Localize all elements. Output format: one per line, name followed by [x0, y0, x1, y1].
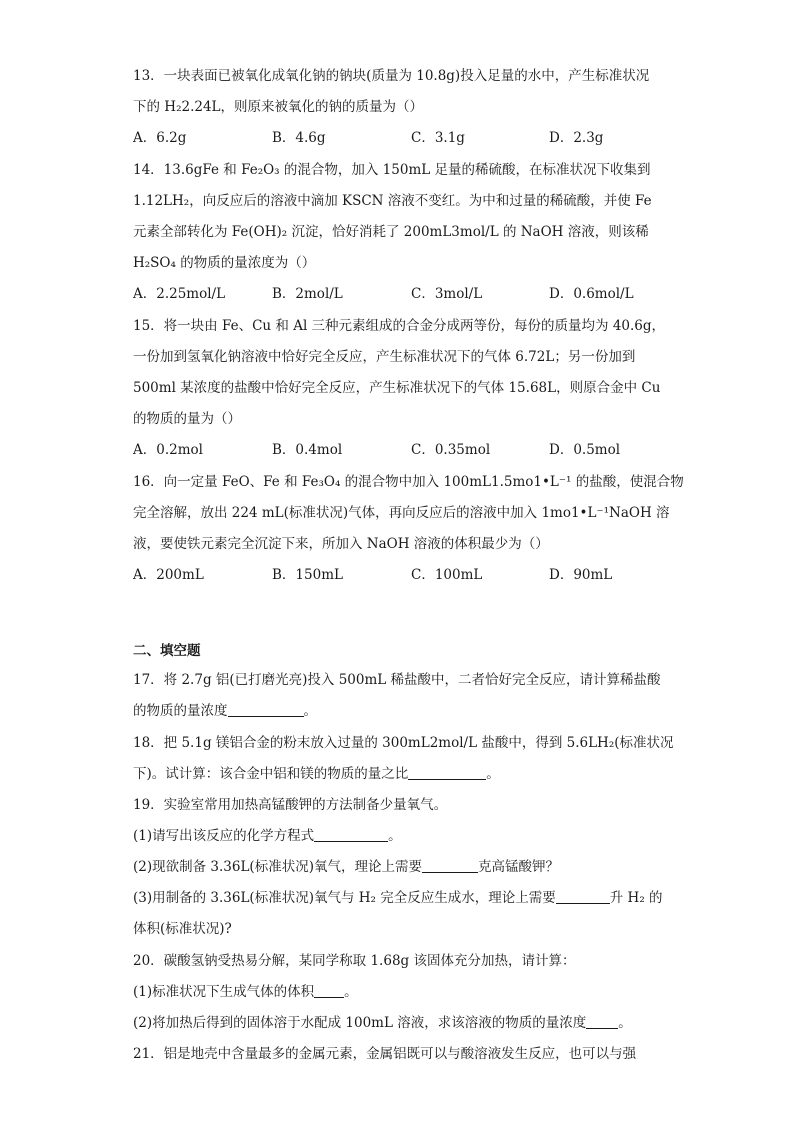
q14-option-a[interactable]: A．2.25mol/L [133, 286, 226, 302]
q20-text-line1: 20．碳酸氢钠受热易分解，某同学称取 1.68g 该固体充分加热，请计算： [133, 953, 576, 969]
q15-option-a[interactable]: A．0.2mol [133, 442, 203, 458]
q19-part3-line2: 体积(标准状况)? [133, 921, 232, 937]
q14-text-line1: 14．13.6gFe 和 Fe₂O₃ 的混合物，加入 150mL 足量的稀硫酸，在标准状况下收集到 [133, 162, 651, 178]
q17-text-line1: 17．将 2.7g 铝(已打磨光亮)投入 500mL 稀盐酸中，二者恰好完全反应，请计算稀盐酸 [133, 672, 661, 688]
q21-text-line1: 21．铝是地壳中含量最多的金属元素，金属铝既可以与酸溶液发生反应，也可以与强 [133, 1046, 637, 1062]
q19-part2-suffix: 克高锰酸钾？ [477, 859, 559, 875]
q18-text-line2 [133, 764, 500, 784]
q14-text-line2: 1.12LH₂，向反应后的溶液中滴加 KSCN 溶液不变红。为中和过量的稀硫酸，并使 Fe [133, 193, 652, 209]
q20-part2-prefix: (2)将加热后得到的固体溶于水配成 100mL 溶液，求该溶液的物质的量浓度 [133, 1015, 587, 1031]
q13-option-d[interactable]: D．2.3g [549, 130, 604, 146]
q16-option-a[interactable]: A．200mL [133, 567, 204, 583]
q19-part2-prefix: (2)现欲制备 3.36L(标准状况)氧气，理论上需要 [133, 859, 422, 875]
q13-option-b[interactable]: B．4.6g [272, 130, 326, 146]
q20-part2 [133, 1013, 632, 1033]
q14-option-d[interactable]: D．0.6mol/L [549, 286, 634, 302]
q19-part3 [133, 888, 663, 908]
q19-part1 [133, 826, 402, 846]
q20-part2-blank[interactable] [586, 1014, 618, 1029]
q15-text-line4: 的物质的量为（） [133, 411, 241, 427]
q17-text-line2 [133, 701, 317, 721]
q16-text-line2: 完全溶解，放出 224 mL(标准状况)气体，再向反应后的溶液中加入 1mo1•L⁻¹NaOH 溶 [133, 505, 670, 521]
q16-option-c[interactable]: C．100mL [411, 567, 483, 583]
q20-part1-prefix: (1)标准状况下生成气体的体积 [133, 984, 315, 1000]
q18-text-prefix: 下)。试计算：该合金中铝和镁的物质的量之比 [133, 766, 409, 782]
q19-text-line1: 19．实验室常用加热高锰酸钾的方法制备少量氧气。 [133, 797, 448, 813]
q17-answer-blank[interactable] [228, 702, 304, 717]
q16-text-line3: 液，要使铁元素完全沉淀下来，所加入 NaOH 溶液的体积最少为（） [133, 536, 549, 552]
q19-part2 [133, 857, 559, 877]
q14-text-line4: H₂SO₄ 的物质的量浓度为（） [133, 255, 316, 271]
q13-text-line2: 下的 H₂2.24L，则原来被氧化的钠的质量为（） [133, 99, 423, 115]
q19-part2-blank[interactable] [422, 858, 478, 873]
q17-text-prefix: 的物质的量浓度 [133, 703, 228, 719]
q15-text-line1: 15．将一块由 Fe、Cu 和 Al 三种元素组成的合金分成两等份，每份的质量均为 40.6g， [133, 318, 666, 334]
q14-option-c[interactable]: C．3mol/L [411, 286, 483, 302]
q15-option-c[interactable]: C．0.35mol [411, 442, 491, 458]
q18-text-suffix: 。 [486, 766, 500, 782]
q19-part3-suffix: 升 H₂ 的 [609, 890, 663, 906]
q15-text-line3: 500ml 某浓度的盐酸中恰好完全反应，产生标准状况下的气体 15.68L，则原合金中 Cu [133, 380, 661, 396]
q16-text-line1: 16．向一定量 FeO、Fe 和 Fe₃O₄ 的混合物中加入 100mL1.5mo1•L⁻¹ 的盐酸，使混合物 [133, 474, 684, 490]
q17-text-suffix: 。 [303, 703, 317, 719]
q15-option-d[interactable]: D．0.5mol [549, 442, 621, 458]
q20-part2-suffix: 。 [618, 1015, 632, 1031]
q20-part1-blank[interactable] [314, 983, 344, 998]
q14-option-b[interactable]: B．2mol/L [272, 286, 343, 302]
q19-part1-suffix: 。 [388, 828, 402, 844]
q13-text-line1: 13．一块表面已被氧化成氧化钠的钠块(质量为 10.8g)投入足量的水中，产生标准状况 [133, 68, 650, 84]
q16-option-b[interactable]: B．150mL [272, 567, 343, 583]
q19-part1-blank[interactable] [314, 827, 388, 842]
q20-part1 [133, 982, 358, 1002]
q14-text-line3: 元素全部转化为 Fe(OH)₂ 沉淀，恰好消耗了 200mL3mol/L 的 NaOH 溶液，则该稀 [133, 224, 649, 240]
q18-text-line1: 18．把 5.1g 镁铝合金的粉末放入过量的 300mL2mol/L 盐酸中，得到 5.6LH₂(标准状况 [133, 735, 674, 751]
q15-text-line2: 一份加到氢氧化钠溶液中恰好完全反应，产生标准状况下的气体 6.72L；另一份加到 [133, 349, 636, 365]
section-heading-fill-in: 二、填空题 [133, 643, 201, 659]
q18-answer-blank[interactable] [408, 765, 486, 780]
q20-part1-suffix: 。 [344, 984, 358, 1000]
q19-part3-blank[interactable] [556, 889, 610, 904]
q15-option-b[interactable]: B．0.4mol [272, 442, 343, 458]
q16-option-d[interactable]: D．90mL [549, 567, 613, 583]
q13-option-c[interactable]: C．3.1g [411, 130, 465, 146]
q19-part3-prefix: (3)用制备的 3.36L(标准状况)氧气与 H₂ 完全反应生成水，理论上需要 [133, 890, 556, 906]
q19-part1-prefix: (1)请写出该反应的化学方程式 [133, 828, 315, 844]
q13-option-a[interactable]: A．6.2g [133, 130, 187, 146]
